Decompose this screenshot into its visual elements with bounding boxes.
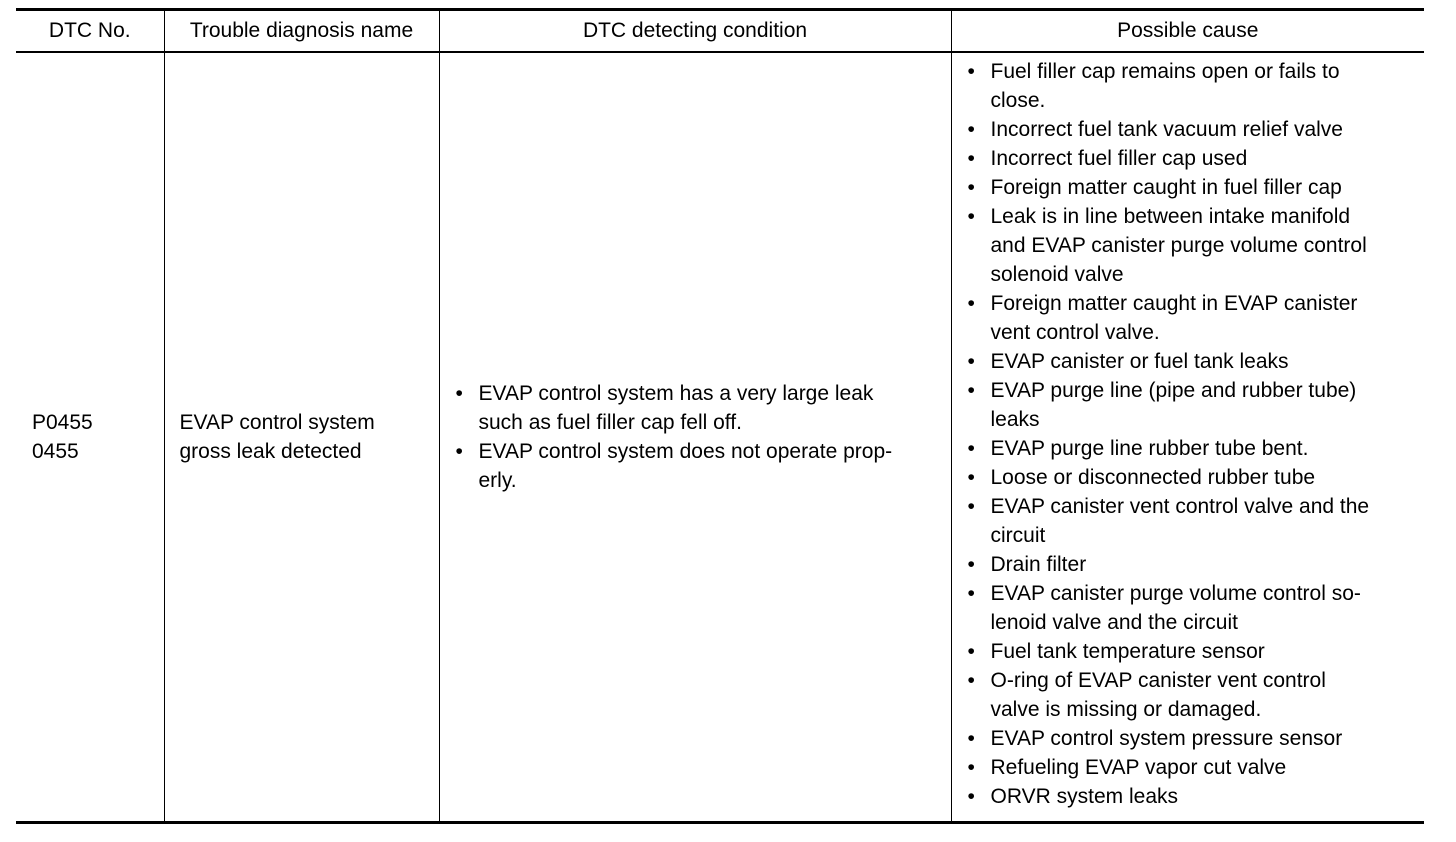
possible-cause-item-line: solenoid valve — [990, 263, 1124, 286]
header-detecting-condition: DTC detecting condition — [439, 10, 951, 53]
detecting-condition-item-line: EVAP control system has a very large leak — [478, 382, 874, 405]
possible-cause-item — [966, 144, 1419, 173]
detecting-condition-item — [454, 379, 943, 437]
bullet-icon: • — [967, 785, 975, 808]
bullet-icon: • — [967, 147, 975, 170]
possible-cause-item-line: Foreign matter caught in EVAP canister — [990, 292, 1358, 315]
bullet-icon: • — [967, 582, 975, 605]
possible-cause-item-line: Incorrect fuel filler cap used — [990, 147, 1248, 170]
possible-cause-item — [966, 347, 1419, 376]
bullet-icon: • — [967, 553, 975, 576]
table-header-row — [16, 10, 1424, 53]
possible-cause-item-line: Leak is in line between intake manifold — [990, 205, 1351, 228]
bullet-icon: • — [967, 756, 975, 779]
possible-cause-item-line: lenoid valve and the circuit — [990, 611, 1238, 634]
possible-cause-item-line: EVAP canister or fuel tank leaks — [990, 350, 1289, 373]
possible-cause-item-line: ORVR system leaks — [990, 785, 1178, 808]
possible-cause-item — [966, 753, 1419, 782]
possible-cause-item — [966, 57, 1419, 115]
bullet-icon: • — [967, 669, 975, 692]
possible-cause-item-line: vent control valve. — [990, 321, 1160, 344]
dtc-code-cell — [16, 52, 164, 823]
bullet-icon: • — [967, 60, 975, 83]
bullet-icon: • — [455, 440, 463, 463]
detecting-condition-list — [454, 379, 943, 495]
diagnosis-name-line: EVAP control system — [179, 411, 375, 434]
table-row — [16, 52, 1424, 823]
possible-cause-item-line: EVAP control system pressure sensor — [990, 727, 1343, 750]
bullet-icon: • — [967, 205, 975, 228]
header-possible-cause: Possible cause — [951, 10, 1424, 53]
possible-cause-item-line: EVAP canister purge volume control so- — [990, 582, 1361, 605]
bullet-icon: • — [967, 118, 975, 141]
possible-cause-list — [966, 57, 1419, 811]
possible-cause-item — [966, 782, 1419, 811]
possible-cause-item-line: close. — [990, 89, 1046, 112]
bullet-icon: • — [967, 640, 975, 663]
possible-cause-item — [966, 434, 1419, 463]
possible-cause-item-line: and EVAP canister purge volume control — [990, 234, 1367, 257]
possible-cause-item-line: Refueling EVAP vapor cut valve — [990, 756, 1287, 779]
possible-cause-item — [966, 724, 1419, 753]
possible-cause-item-line: Fuel tank temperature sensor — [990, 640, 1265, 663]
possible-cause-item-line: O-ring of EVAP canister vent control — [990, 669, 1326, 692]
possible-cause-item-line: circuit — [990, 524, 1046, 547]
bullet-icon: • — [967, 727, 975, 750]
dtc-code: P0455 — [32, 411, 93, 434]
possible-cause-item — [966, 637, 1419, 666]
possible-cause-item — [966, 492, 1419, 550]
possible-cause-item-line: Incorrect fuel tank vacuum relief valve — [990, 118, 1343, 141]
dtc-table-frame — [16, 8, 1424, 824]
possible-cause-item-line: EVAP purge line rubber tube bent. — [990, 437, 1309, 460]
bullet-icon: • — [967, 495, 975, 518]
detecting-condition-item — [454, 437, 943, 495]
possible-cause-item — [966, 115, 1419, 144]
bullet-icon: • — [967, 176, 975, 199]
possible-cause-item — [966, 202, 1419, 289]
bullet-icon: • — [455, 382, 463, 405]
bullet-icon: • — [967, 437, 975, 460]
bullet-icon: • — [967, 466, 975, 489]
possible-cause-item — [966, 550, 1419, 579]
dtc-code: 0455 — [32, 440, 79, 463]
possible-cause-item-line: EVAP canister vent control valve and the — [990, 495, 1370, 518]
possible-cause-item-line: Drain filter — [990, 553, 1087, 576]
diagnosis-name-line: gross leak detected — [179, 440, 362, 463]
header-dtc-no: DTC No. — [16, 10, 164, 53]
possible-cause-item — [966, 579, 1419, 637]
possible-cause-item — [966, 666, 1419, 724]
possible-cause-item — [966, 173, 1419, 202]
header-diagnosis-name: Trouble diagnosis name — [164, 10, 439, 53]
bullet-icon: • — [967, 292, 975, 315]
dtc-table — [16, 8, 1424, 824]
possible-cause-item-line: Fuel filler cap remains open or fails to — [990, 60, 1340, 83]
detecting-condition-item-line: such as fuel filler cap fell off. — [478, 411, 742, 434]
possible-cause-item-line: Loose or disconnected rubber tube — [990, 466, 1316, 489]
detecting-condition-item-line: EVAP control system does not operate prop- — [478, 440, 893, 463]
detecting-condition-item-line: erly. — [478, 469, 517, 492]
bullet-icon: • — [967, 379, 975, 402]
possible-cause-item — [966, 463, 1419, 492]
possible-cause-item-line: Foreign matter caught in fuel filler cap — [990, 176, 1342, 199]
possible-cause-cell — [951, 52, 1424, 823]
diagnosis-name-cell — [164, 52, 439, 823]
bullet-icon: • — [967, 350, 975, 373]
possible-cause-item-line: valve is missing or damaged. — [990, 698, 1262, 721]
detecting-condition-cell — [439, 52, 951, 823]
possible-cause-item — [966, 289, 1419, 347]
possible-cause-item-line: leaks — [990, 408, 1040, 431]
possible-cause-item-line: EVAP purge line (pipe and rubber tube) — [990, 379, 1357, 402]
possible-cause-item — [966, 376, 1419, 434]
